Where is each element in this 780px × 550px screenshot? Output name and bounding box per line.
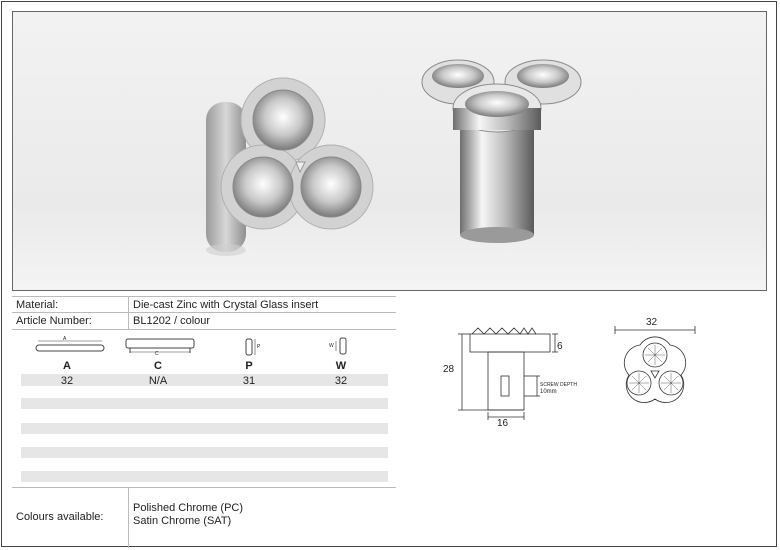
- dim-header-c: C: [154, 360, 162, 372]
- colour-option: Polished Chrome (PC): [133, 502, 244, 514]
- icon-letter-p: P: [257, 344, 261, 350]
- dim-height-label: 28: [443, 364, 455, 375]
- dim-base-label: 16: [497, 418, 509, 429]
- article-label: Article Number:: [16, 315, 92, 327]
- handle-width-w-icon: [336, 338, 346, 354]
- dim-value-w: 32: [334, 375, 348, 387]
- product-photo: [12, 11, 767, 291]
- dim-value-a: 32: [60, 375, 74, 387]
- empty-row: [21, 447, 388, 458]
- dim-header-p: P: [245, 360, 253, 372]
- colours-section: [12, 487, 396, 548]
- colours-label: Colours available:: [16, 511, 104, 523]
- colour-option: Satin Chrome (SAT): [133, 515, 232, 527]
- screw-depth-label: SCREW DEPTH: [540, 382, 577, 388]
- dim-header-w: W: [335, 360, 347, 372]
- screw-depth-value: 10mm: [540, 389, 557, 395]
- handle-projection-p-icon: [246, 339, 255, 355]
- dim-width-label: 32: [646, 317, 658, 328]
- satin-knob-image: [206, 78, 373, 256]
- material-label: Material:: [16, 299, 59, 311]
- icon-letter-w: W: [329, 343, 334, 349]
- side-view-drawing: [440, 320, 590, 430]
- top-view-drawing: [605, 315, 705, 415]
- dim-header-a: A: [63, 360, 71, 372]
- chrome-knob-image: [422, 60, 581, 243]
- dim-top-label: 6: [557, 341, 563, 352]
- empty-row: [21, 398, 388, 409]
- article-row: [12, 313, 396, 330]
- empty-row: [21, 471, 388, 482]
- icon-letter-c: C: [155, 351, 159, 357]
- handle-centres-c-icon: [126, 339, 194, 353]
- dim-value-c: N/A: [148, 375, 168, 387]
- handle-length-a-icon: [36, 341, 104, 351]
- dim-value-p: 31: [242, 375, 256, 387]
- dimension-icons: [20, 335, 400, 359]
- icon-letter-a: A: [63, 336, 67, 342]
- empty-row: [21, 423, 388, 434]
- material-value: Die-cast Zinc with Crystal Glass insert: [133, 299, 319, 311]
- material-row: [12, 296, 396, 313]
- article-value: BL1202 / colour: [133, 315, 211, 327]
